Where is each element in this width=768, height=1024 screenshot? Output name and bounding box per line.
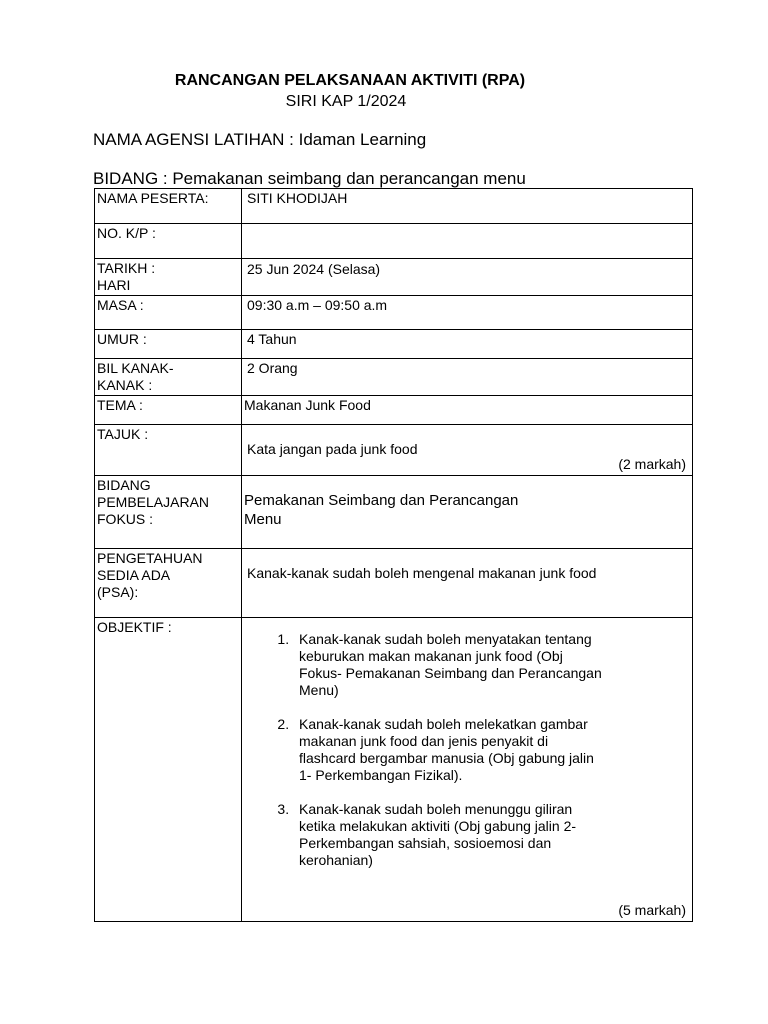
agency-line: NAMA AGENSI LATIHAN : Idaman Learning [93, 130, 427, 149]
label-bil-2: KANAK : [97, 377, 153, 393]
label-bidang [95, 476, 242, 549]
label-nokp: NO. K/P : [95, 224, 242, 259]
value-masa: 09:30 a.m – 09:50 a.m [242, 296, 693, 330]
row-bil [95, 359, 693, 396]
label-tema: TEMA : [95, 396, 242, 425]
row-nama [95, 189, 693, 224]
value-nama: SITI KHODIJAH [242, 189, 693, 224]
document-subtitle: SIRI KAP 1/2024 [285, 93, 407, 110]
value-umur: 4 Tahun [242, 330, 693, 359]
label-tarikh [95, 259, 242, 296]
tajuk-marks: (2 markah) [618, 456, 686, 472]
label-masa: MASA : [95, 296, 242, 330]
objective-item: 3. Kanak-kanak sudah boleh menunggu giliran ketika melakukan aktiviti (Obj gabung jalin 2- Perkembangan sahsiah, sosioemosi dan kerohanian) [293, 801, 603, 869]
label-psa-3: (PSA): [97, 584, 139, 600]
value-tarikh [242, 259, 693, 296]
label-nama: NAMA PESERTA: [95, 189, 242, 224]
document-title: RANCANGAN PELAKSANAAN AKTIVITI (RPA) [174, 72, 526, 89]
row-masa [95, 296, 693, 330]
value-nokp [242, 224, 693, 259]
label-bidang-1: BIDANG [97, 477, 151, 493]
objective-item: 2. Kanak-kanak sudah boleh melekatkan gambar makanan junk food dan jenis penyakit di flashcard bergambar manusia (Obj gabung jalin 1- Perkembangan Fizikal). [293, 716, 603, 784]
value-psa-text: Kanak-kanak sudah boleh mengenal makanan junk food [247, 565, 597, 581]
value-objektif [242, 618, 693, 922]
row-tajuk [95, 425, 693, 476]
label-bil [95, 359, 242, 396]
objective-list [247, 631, 603, 869]
label-tajuk: TAJUK : [95, 425, 242, 476]
row-tarikh [95, 259, 693, 296]
row-umur [95, 330, 693, 359]
label-tarikh-1: TARIKH : [97, 260, 156, 276]
label-psa-2: SEDIA ADA [97, 567, 171, 583]
label-bidang-3: FOKUS : [97, 511, 154, 527]
value-bidang-1: Pemakanan Seimbang dan Perancangan [244, 492, 519, 509]
row-nokp [95, 224, 693, 259]
value-bil: 2 Orang [242, 359, 693, 396]
row-psa [95, 549, 693, 618]
label-bidang-2: PEMBELAJARAN [97, 494, 210, 510]
value-bidang-2: Menu [244, 511, 282, 528]
label-bil-1: BIL KANAK- [97, 360, 174, 376]
objective-item: 1. Kanak-kanak sudah boleh menyatakan tentang keburukan makan makanan junk food (Obj Fokus- Pemakanan Seimbang dan Perancangan Menu) [293, 631, 603, 699]
label-objektif: OBJEKTIF : [95, 618, 242, 922]
objektif-marks: (5 markah) [618, 902, 686, 918]
field-line: BIDANG : Pemakanan seimbang dan perancangan menu [93, 169, 526, 188]
row-objektif [95, 618, 693, 922]
value-tema: Makanan Junk Food [242, 396, 693, 425]
value-bidang [242, 476, 693, 549]
label-psa-1: PENGETAHUAN [97, 550, 203, 566]
value-tarikh-text: 25 Jun 2024 (Selasa) [247, 261, 381, 277]
label-umur: UMUR : [95, 330, 242, 359]
rpa-table [94, 188, 693, 922]
value-psa [242, 549, 693, 618]
value-tajuk-text: Kata jangan pada junk food [247, 441, 418, 457]
label-psa [95, 549, 242, 618]
label-tarikh-2: HARI [97, 277, 131, 293]
row-tema [95, 396, 693, 425]
value-tajuk [242, 425, 693, 476]
row-bidang [95, 476, 693, 549]
